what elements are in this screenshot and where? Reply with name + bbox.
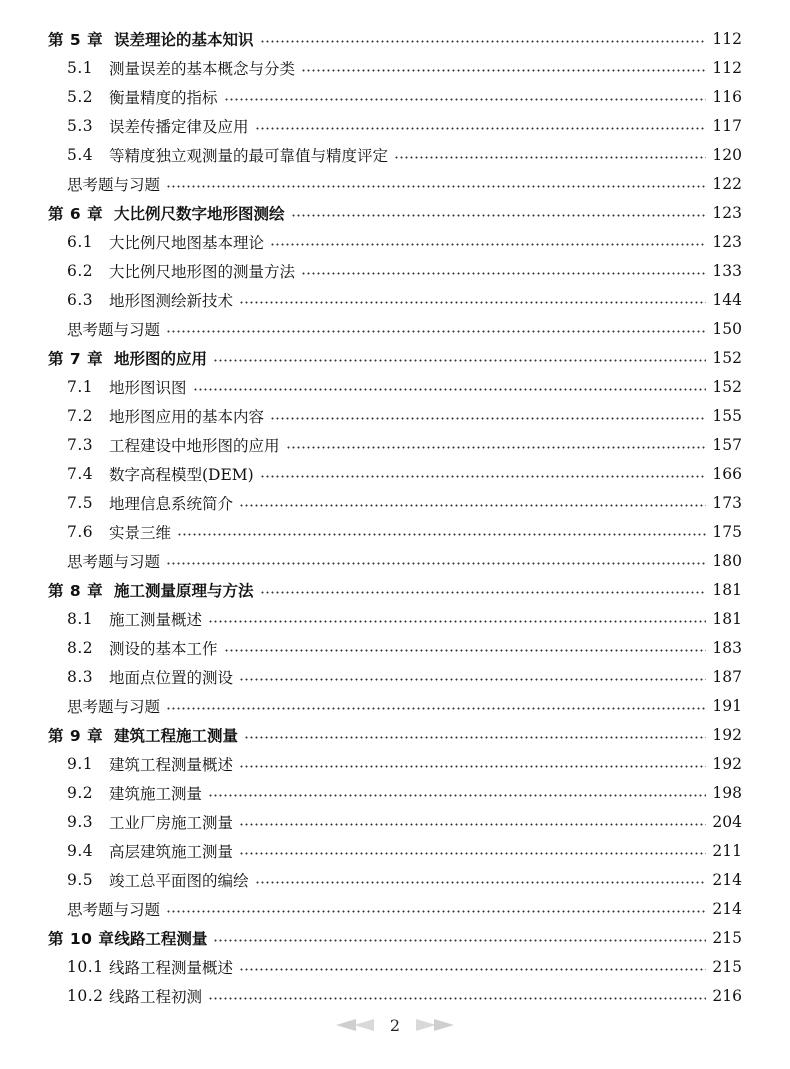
toc-section-entry[interactable] — [48, 401, 742, 430]
toc-chapter-entry[interactable] — [48, 575, 742, 604]
toc-entry-title: 地形图识图 — [109, 378, 187, 397]
toc-exercise-entry[interactable] — [48, 314, 742, 343]
dot-leader — [177, 533, 706, 536]
dot-leader — [239, 678, 706, 681]
dot-leader — [208, 620, 706, 623]
toc-entry-page: 175 — [712, 522, 742, 541]
dot-leader — [166, 562, 706, 565]
toc-entry-title: 思考题与习题 — [67, 552, 161, 571]
toc-entry-number: 7.1 — [67, 377, 94, 396]
toc-section-entry[interactable] — [48, 807, 742, 836]
toc-entry-page: 214 — [712, 899, 742, 918]
toc-entry-title: 测量误差的基本概念与分类 — [109, 59, 296, 78]
toc-entry-title: 思考题与习题 — [67, 900, 161, 919]
dot-leader — [224, 98, 706, 101]
toc-section-entry[interactable] — [48, 778, 742, 807]
toc-entry-number: 7.3 — [67, 435, 94, 454]
toc-entry-page: 166 — [712, 464, 742, 483]
dot-leader — [301, 69, 706, 72]
toc-entry-number: 10.2 — [67, 986, 104, 1005]
dot-leader — [208, 794, 706, 797]
toc-section-entry[interactable] — [48, 140, 742, 169]
toc-entry-title: 施工测量概述 — [109, 610, 203, 629]
toc-entry-title: 地形图测绘新技术 — [109, 291, 234, 310]
toc-entry-title: 地形图的应用 — [114, 349, 208, 368]
toc-entry-title: 建筑工程测量概述 — [109, 755, 234, 774]
toc-chapter-entry[interactable] — [48, 343, 742, 372]
dot-leader — [270, 417, 706, 420]
toc-entry-title: 高层建筑施工测量 — [109, 842, 234, 861]
toc-section-entry[interactable] — [48, 749, 742, 778]
dot-leader — [239, 823, 706, 826]
toc-entry-page: 123 — [712, 232, 742, 251]
toc-entry-title: 竣工总平面图的编绘 — [109, 871, 249, 890]
dot-leader — [239, 852, 706, 855]
toc-entry-title: 地形图应用的基本内容 — [109, 407, 265, 426]
toc-section-entry[interactable] — [48, 111, 742, 140]
dot-leader — [255, 127, 706, 130]
dot-leader — [260, 40, 706, 43]
toc-entry-title: 衡量精度的指标 — [109, 88, 218, 107]
toc-chapter-entry[interactable] — [48, 24, 742, 53]
toc-entry-page: 155 — [712, 406, 742, 425]
toc-entry-page: 216 — [712, 986, 742, 1005]
toc-entry-page: 215 — [712, 957, 742, 976]
toc-entry-title: 建筑工程施工测量 — [114, 726, 239, 745]
toc-entry-number: 9.1 — [67, 754, 94, 773]
toc-entry-page: 191 — [712, 696, 742, 715]
dot-leader — [394, 156, 706, 159]
toc-section-entry[interactable] — [48, 227, 742, 256]
toc-entry-number: 第 7 章 — [48, 349, 104, 368]
toc-entry-page: 117 — [712, 116, 742, 135]
toc-entry-title: 施工测量原理与方法 — [114, 581, 254, 600]
toc-exercise-entry[interactable] — [48, 169, 742, 198]
toc-entry-page: 198 — [712, 783, 742, 802]
toc-section-entry[interactable] — [48, 952, 742, 981]
toc-entry-page: 150 — [712, 319, 742, 338]
dot-leader — [166, 185, 706, 188]
dot-leader — [260, 475, 706, 478]
dot-leader — [301, 272, 706, 275]
toc-entry-title: 等精度独立观测量的最可靠值与精度评定 — [109, 146, 389, 165]
dot-leader — [286, 446, 706, 449]
toc-section-entry[interactable] — [48, 372, 742, 401]
toc-entry-page: 112 — [712, 29, 742, 48]
toc-entry-title: 思考题与习题 — [67, 320, 161, 339]
dot-leader — [166, 330, 706, 333]
toc-entry-number: 8.3 — [67, 667, 94, 686]
toc-entry-page: 173 — [712, 493, 742, 512]
toc-section-entry[interactable] — [48, 865, 742, 894]
toc-entry-title: 思考题与习题 — [67, 175, 161, 194]
toc-entry-page: 192 — [712, 725, 742, 744]
dot-leader — [239, 968, 706, 971]
toc-entry-page: 204 — [712, 812, 742, 831]
toc-entry-title: 线路工程初测 — [109, 987, 203, 1006]
toc-entry-number: 第 8 章 — [48, 581, 104, 600]
toc-exercise-entry[interactable] — [48, 894, 742, 923]
toc-entry-number: 第 6 章 — [48, 204, 104, 223]
toc-entry-number: 8.2 — [67, 638, 94, 657]
toc-entry-title: 建筑施工测量 — [109, 784, 203, 803]
toc-entry-number: 第 10 章 — [48, 929, 115, 948]
toc-entry-title: 大比例尺地形图的测量方法 — [109, 262, 296, 281]
toc-entry-title: 大比例尺数字地形图测绘 — [114, 204, 285, 223]
toc-section-entry[interactable] — [48, 981, 742, 1010]
toc-chapter-entry[interactable] — [48, 923, 742, 952]
toc-entry-number: 7.5 — [67, 493, 94, 512]
toc-entry-page: 211 — [712, 841, 742, 860]
dot-leader — [291, 214, 706, 217]
toc-entry-number: 10.1 — [67, 957, 104, 976]
toc-entry-number: 5.1 — [67, 58, 94, 77]
toc-entry-title: 工程建设中地形图的应用 — [109, 436, 280, 455]
toc-entry-number: 第 9 章 — [48, 726, 104, 745]
toc-section-entry[interactable] — [48, 836, 742, 865]
dot-leader — [224, 649, 706, 652]
toc-section-entry[interactable] — [48, 633, 742, 662]
page-footer — [0, 1014, 790, 1036]
left-arrow-icon — [334, 1018, 378, 1032]
toc-section-entry[interactable] — [48, 488, 742, 517]
toc-entry-page: 183 — [712, 638, 742, 657]
toc-section-entry[interactable] — [48, 517, 742, 546]
toc-entry-page: 157 — [712, 435, 742, 454]
toc-entry-page: 181 — [712, 580, 742, 599]
page-number: 2 — [389, 1015, 401, 1035]
toc-section-entry[interactable] — [48, 53, 742, 82]
dot-leader — [260, 591, 706, 594]
toc-entry-title: 实景三维 — [109, 523, 172, 542]
toc-section-entry[interactable] — [48, 459, 742, 488]
toc-entry-number: 5.4 — [67, 145, 94, 164]
toc-entry-page: 152 — [712, 348, 742, 367]
toc-exercise-entry[interactable] — [48, 691, 742, 720]
toc-entry-number: 9.2 — [67, 783, 94, 802]
toc-entry-number: 6.3 — [67, 290, 94, 309]
toc-entry-title: 大比例尺地图基本理论 — [109, 233, 265, 252]
toc-entry-page: 192 — [712, 754, 742, 773]
toc-entry-title: 数字高程模型(DEM) — [109, 465, 254, 484]
dot-leader — [255, 881, 706, 884]
toc-section-entry[interactable] — [48, 285, 742, 314]
toc-entry-number: 第 5 章 — [48, 30, 104, 49]
dot-leader — [239, 765, 706, 768]
toc-entry-page: 120 — [712, 145, 742, 164]
toc-entry-number: 9.3 — [67, 812, 94, 831]
toc-entry-title: 工业厂房施工测量 — [109, 813, 234, 832]
toc-entry-page: 123 — [712, 203, 742, 222]
toc-section-entry[interactable] — [48, 256, 742, 285]
toc-entry-page: 181 — [712, 609, 742, 628]
toc-entry-title: 思考题与习题 — [67, 697, 161, 716]
dot-leader — [166, 910, 706, 913]
toc-section-entry[interactable] — [48, 430, 742, 459]
toc-entry-number: 8.1 — [67, 609, 94, 628]
dot-leader — [239, 504, 706, 507]
dot-leader — [213, 939, 706, 942]
toc-entry-title: 误差传播定律及应用 — [109, 117, 249, 136]
toc-chapter-entry[interactable] — [48, 198, 742, 227]
right-arrow-icon — [412, 1018, 456, 1032]
toc-section-entry[interactable] — [48, 662, 742, 691]
toc-section-entry[interactable] — [48, 604, 742, 633]
toc-entry-page: 144 — [712, 290, 742, 309]
toc-entry-title: 测设的基本工作 — [109, 639, 218, 658]
toc-section-entry[interactable] — [48, 82, 742, 111]
dot-leader — [244, 736, 706, 739]
toc-chapter-entry[interactable] — [48, 720, 742, 749]
toc-entry-title: 线路工程测量 — [114, 929, 208, 948]
dot-leader — [270, 243, 706, 246]
toc-exercise-entry[interactable] — [48, 546, 742, 575]
toc-entry-number: 6.2 — [67, 261, 94, 280]
toc-entry-page: 116 — [712, 87, 742, 106]
toc-entry-page: 180 — [712, 551, 742, 570]
toc-entry-page: 152 — [712, 377, 742, 396]
toc-entry-number: 6.1 — [67, 232, 94, 251]
toc-entry-title: 误差理论的基本知识 — [114, 30, 254, 49]
toc-entry-title: 线路工程测量概述 — [109, 958, 234, 977]
toc-entry-title: 地面点位置的测设 — [109, 668, 234, 687]
dot-leader — [166, 707, 706, 710]
toc-entry-number: 9.5 — [67, 870, 94, 889]
toc-entry-page: 187 — [712, 667, 742, 686]
toc-entry-number: 7.2 — [67, 406, 94, 425]
toc-entry-page: 112 — [712, 58, 742, 77]
toc-entry-number: 9.4 — [67, 841, 94, 860]
toc-entry-title: 地理信息系统简介 — [109, 494, 234, 513]
toc-entry-page: 122 — [712, 174, 742, 193]
dot-leader — [208, 997, 706, 1000]
dot-leader — [239, 301, 706, 304]
toc-entry-number: 7.6 — [67, 522, 94, 541]
table-of-contents — [48, 24, 742, 1010]
toc-entry-page: 133 — [712, 261, 742, 280]
toc-entry-number: 5.2 — [67, 87, 94, 106]
toc-entry-number: 7.4 — [67, 464, 94, 483]
dot-leader — [213, 359, 706, 362]
toc-entry-number: 5.3 — [67, 116, 94, 135]
dot-leader — [193, 388, 706, 391]
toc-entry-page: 214 — [712, 870, 742, 889]
toc-entry-page: 215 — [712, 928, 742, 947]
